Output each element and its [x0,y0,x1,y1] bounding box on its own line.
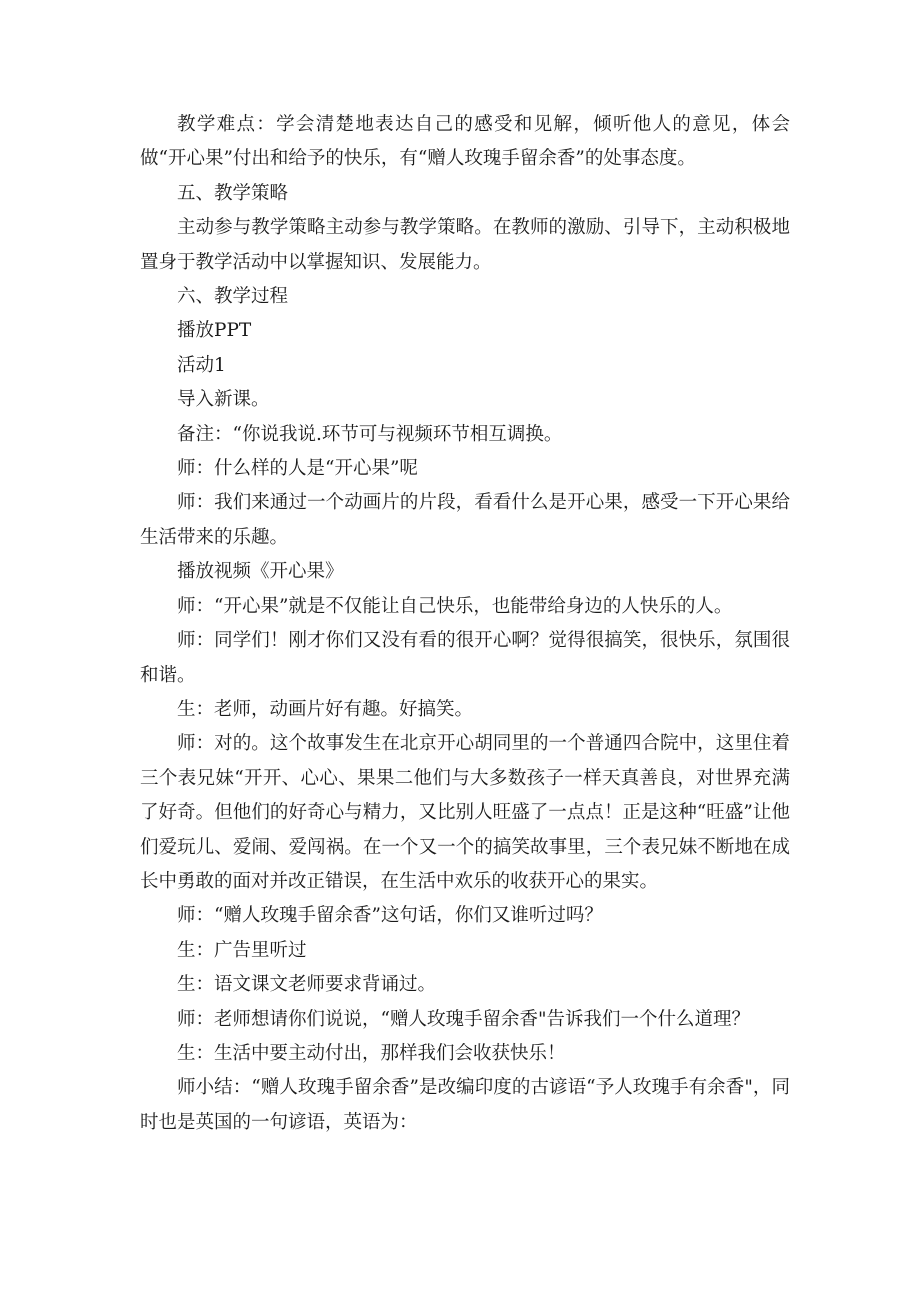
paragraph-note: 备注：“你说我说.环节可与视频环节相互调换。 [177,423,563,445]
paragraph-dialogue: 生：生活中要主动付出，那样我们会收获快乐！ [177,1042,566,1064]
paragraph-summary: 师小结：“赠人玫瑰手留余香”是改编印度的古谚语“予人玫瑰手有余香"，同时也是英国的一句谚语，英语为： [140,1077,790,1133]
paragraph-dialogue: 生：老师，动画片好有趣。好搞笑。 [177,698,474,720]
paragraph-strategy: 主动参与教学策略主动参与教学策略。在教师的激励、引导下，主动积极地置身于教学活动中以掌握知识、发展能力。 [140,217,790,273]
heading-teaching-process: 六、教学过程 [177,286,289,308]
paragraph-dialogue: 师：老师想请你们说说，“赠人玫瑰手留余香"告诉我们一个什么道理？ [177,1008,750,1030]
paragraph-play-ppt: 播放PPT [177,320,252,342]
paragraph-intro: 导入新课。 [177,389,270,411]
paragraph-dialogue: 师：我们来通过一个动画片的片段，看看什么是开心果，感受一下开心果给生活带来的乐趣。 [140,492,790,548]
document-page [140,108,790,1140]
paragraph-activity-1: 活动1 [177,354,226,376]
paragraph-dialogue: 生：广告里听过 [177,939,307,961]
paragraph-dialogue: 师：同学们！刚才你们又没有看的很开心啊？觉得很搞笑，很快乐，氛围很和谐。 [140,630,790,686]
heading-teaching-strategy: 五、教学策略 [177,182,289,204]
paragraph-dialogue: 生：语文课文老师要求背诵过。 [177,974,437,996]
paragraph-dialogue: 师：“赠人玫瑰手留余香”这句话，你们又谁听过吗？ [177,905,603,927]
paragraph-play-video: 播放视频《开心果》 [177,561,344,583]
paragraph-dialogue: 师：“开心果”就是不仅能让自己快乐，也能带给身边的人快乐的人。 [177,595,733,617]
paragraph-teaching-difficulty: 教学难点：学会清楚地表达自己的感受和见解，倾听他人的意见，体会做“开心果”付出和给予的快乐，有“赠人玫瑰手留余香”的处事态度。 [140,114,790,170]
paragraph-story: 师：对的。这个故事发生在北京开心胡同里的一个普通四合院中，这里住着三个表兄妹“开开、心心、果果二他们与大多数孩子一样天真善良，对世界充满了好奇。但他们的好奇心与精力，又比别人旺盛了一点点！正是这种“旺盛”让他们爱玩儿、爱闹、爱闯祸。在一个又一个的搞笑故事里，三个表兄妹不断地在成长中勇敢的面对并改正错误，在生活中欢乐的收获开心的果实。 [140,733,790,892]
paragraph-dialogue: 师：什么样的人是“开心果”呢 [177,458,418,480]
